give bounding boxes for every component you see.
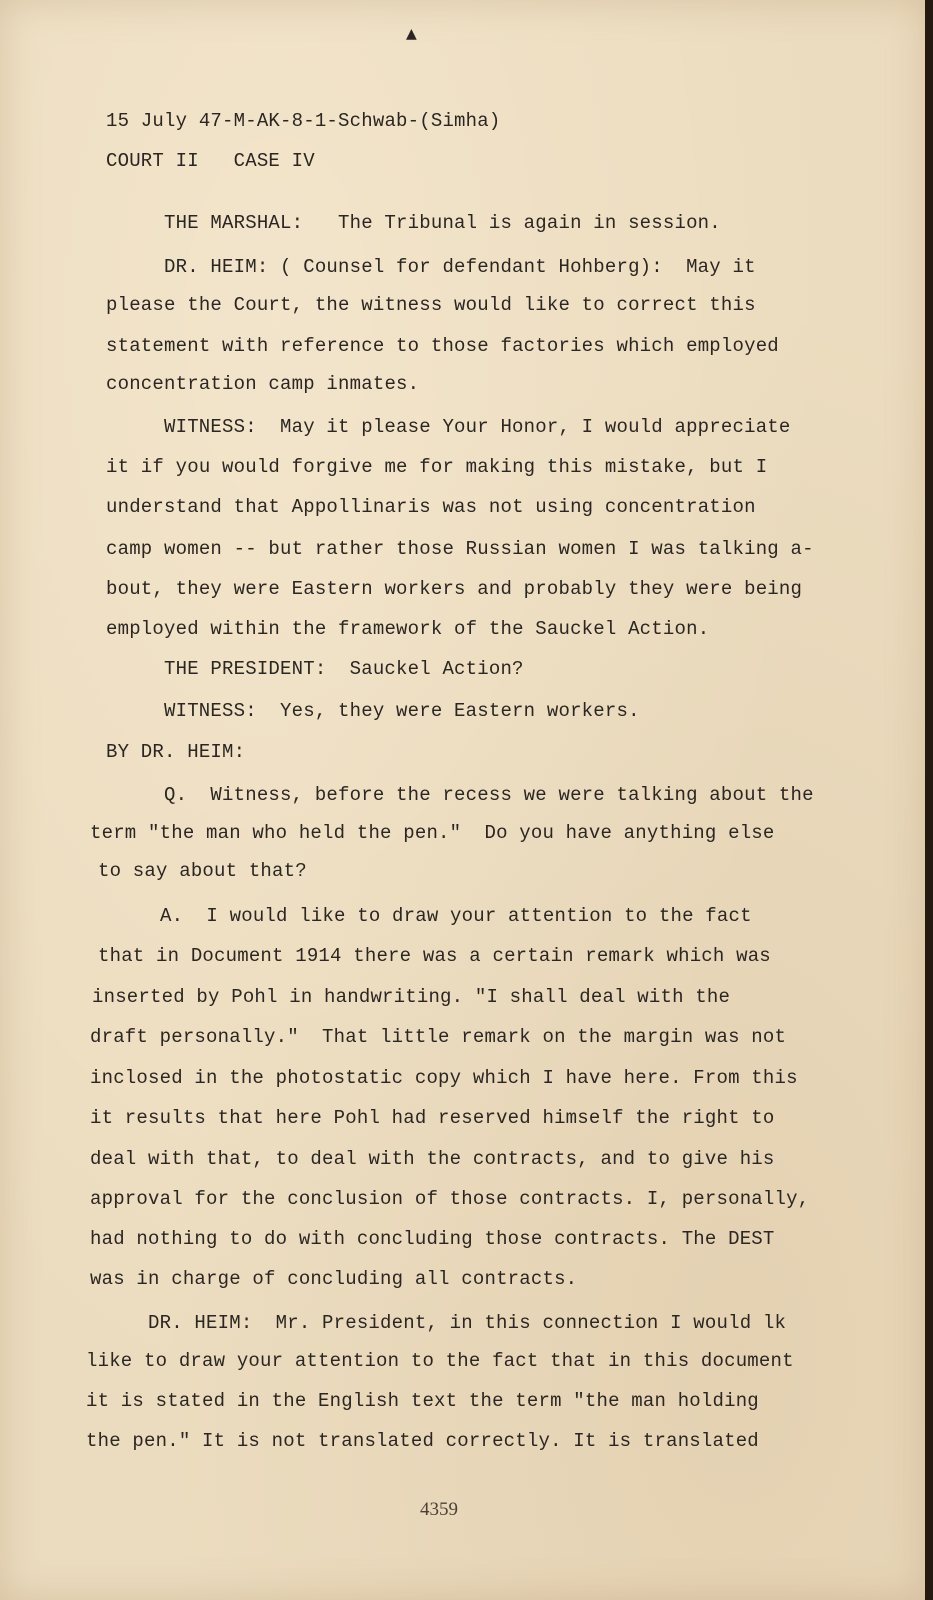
body-line: had nothing to do with concluding those contracts. The DEST <box>90 1228 775 1250</box>
header-line-1: 15 July 47-M-AK-8-1-Schwab-(Simha) <box>106 110 501 132</box>
body-line: WITNESS: Yes, they were Eastern workers. <box>164 700 640 722</box>
ink-mark: ▲ <box>406 26 417 42</box>
body-line: draft personally." That little remark on the margin was not <box>90 1026 787 1048</box>
body-line: it if you would forgive me for making this mistake, but I <box>106 456 768 478</box>
body-line: concentration camp inmates. <box>106 373 420 395</box>
body-line: it results that here Pohl had reserved himself the right to <box>90 1107 775 1129</box>
body-line: term "the man who held the pen." Do you have anything else <box>90 822 775 844</box>
body-line: THE PRESIDENT: Sauckel Action? <box>164 658 524 680</box>
body-line: to say about that? <box>98 860 307 882</box>
body-line: inclosed in the photostatic copy which I have here. From this <box>90 1067 798 1089</box>
body-line: please the Court, the witness would like to correct this <box>106 294 756 316</box>
body-line: approval for the conclusion of those contracts. I, personally, <box>90 1188 810 1210</box>
body-line: the pen." It is not translated correctly. It is translated <box>86 1430 759 1452</box>
body-line: BY DR. HEIM: <box>106 741 246 763</box>
body-line: it is stated in the English text the term "the man holding <box>86 1390 759 1412</box>
body-line: THE MARSHAL: The Tribunal is again in session. <box>164 212 721 234</box>
body-line: DR. HEIM: ( Counsel for defendant Hohberg): May it <box>164 256 756 278</box>
body-line: inserted by Pohl in handwriting. "I shall deal with the <box>92 986 731 1008</box>
body-line: camp women -- but rather those Russian women I was talking a- <box>106 538 814 560</box>
body-line: like to draw your attention to the fact that in this document <box>86 1350 794 1372</box>
header-line-2: COURT II CASE IV <box>106 150 315 172</box>
body-line: A. I would like to draw your attention to the fact <box>160 905 752 927</box>
body-line: that in Document 1914 there was a certain remark which was <box>98 945 771 967</box>
page-number: 4359 <box>420 1499 458 1520</box>
body-line: was in charge of concluding all contracts. <box>90 1268 578 1290</box>
body-line: deal with that, to deal with the contracts, and to give his <box>90 1148 775 1170</box>
scan-edge <box>925 0 933 1600</box>
body-line: DR. HEIM: Mr. President, in this connection I would lk <box>148 1312 787 1334</box>
body-line: understand that Appollinaris was not using concentration <box>106 496 756 518</box>
body-line: statement with reference to those factories which employed <box>106 335 779 357</box>
body-line: employed within the framework of the Sauckel Action. <box>106 618 710 640</box>
body-line: Q. Witness, before the recess we were talking about the <box>164 784 814 806</box>
body-line: WITNESS: May it please Your Honor, I would appreciate <box>164 416 791 438</box>
body-line: bout, they were Eastern workers and probably they were being <box>106 578 803 600</box>
